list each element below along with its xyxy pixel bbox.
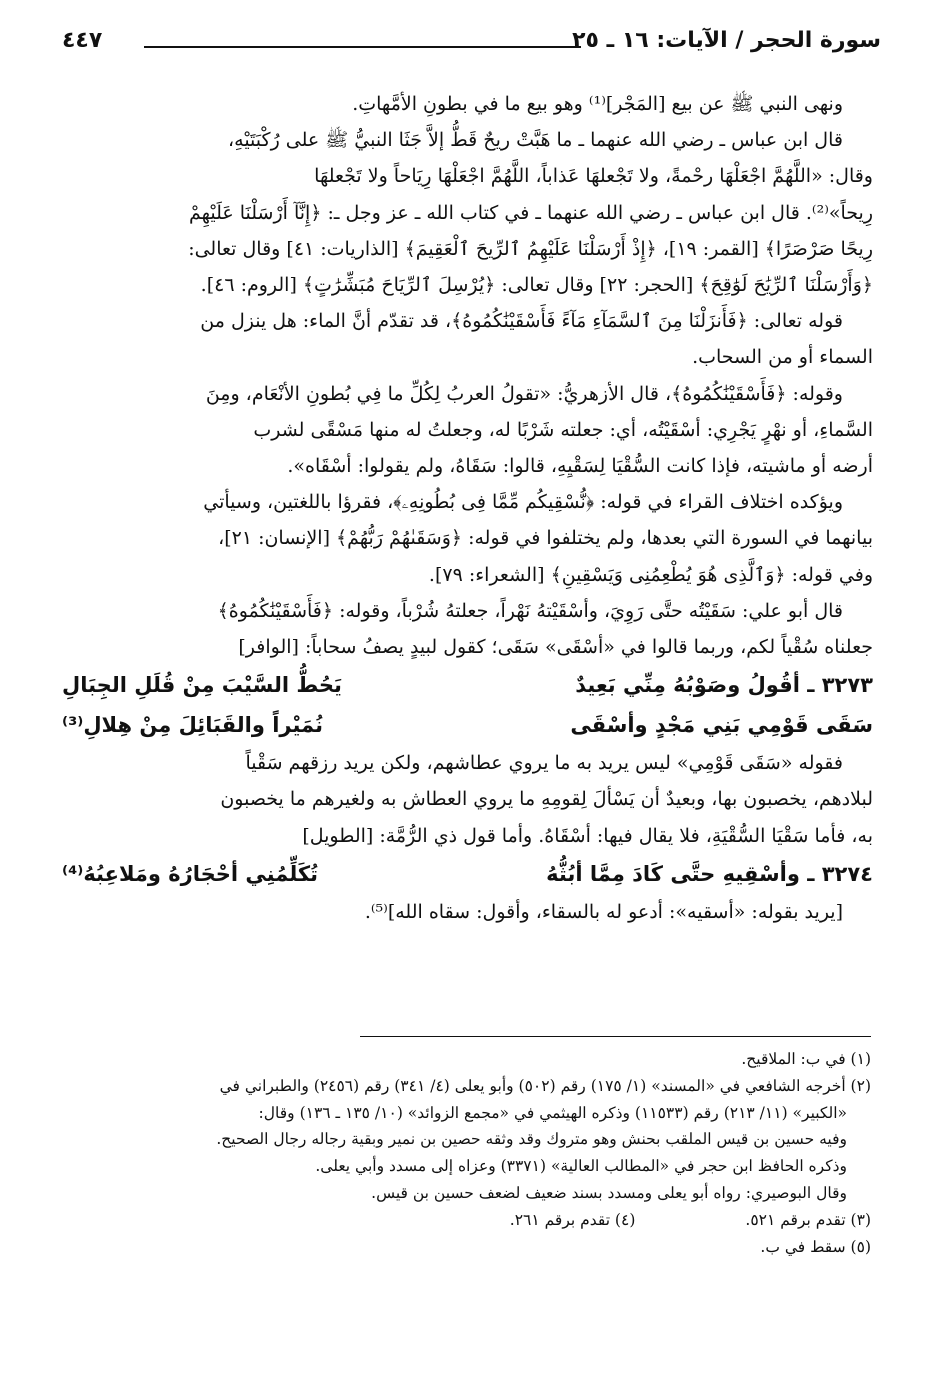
verse-hemistich-second: يَحُطُّ السَّيْبَ مِنْ قُلَلِ الجِبَالِ — [62, 673, 342, 698]
poetry-verse-3273-line1 — [62, 665, 873, 705]
paragraph: قال أبو علي: سَقَيْتُه حتَّى رَوِيَ، وأسْقَيْتهُ نَهْراً، جعلتهُ شُرْباً، وقوله: ﴿فَأَسْقَيْنَٰكُمُوهُ﴾ — [217, 599, 843, 622]
footnote-divider — [360, 1036, 871, 1037]
paragraph-line: رِيحًا صَرْصَرًا﴾ [القمر: ١٩]، ﴿إِذْ أَرْسَلْنَا عَلَيْهِمُ ٱلرِّيحَ ٱلْعَقِيمَ﴾ [الذاريات: ٤١] وقال تعالى: — [188, 237, 873, 260]
footnotes — [62, 1046, 871, 1260]
paragraph-line: رِيحاً»⁽²⁾. قال ابن عباس ـ رضي الله عنهما ـ في كتاب الله ـ عز وجل ـ: ﴿إِنَّآ أَرْسَلْنَا عَلَيْهِمْ — [188, 201, 873, 224]
surah-title: سورة الحجر / الآيات: ١٦ ـ ٢٥ — [572, 28, 881, 53]
footnote-2: (٢) أخرجه الشافعي في «المسند» (١/ ١٧٥) رقم (٥٠٢) وأبو يعلى (٤/ ٣٤١) رقم (٢٤٥٦) والطبراني في — [219, 1076, 871, 1095]
footnote-2-line: وقال البوصيري: رواه أبو يعلى ومسدد بسند ضعيف لضعف حسين بن قيس. — [371, 1183, 847, 1202]
page-header — [62, 22, 881, 62]
poetry-verse-3273-line2 — [62, 705, 873, 745]
poetry-verse-3274 — [62, 854, 873, 894]
paragraph-line: وقال: «اللَّهُمَّ اجْعَلْهَا رحْمةً، ولا تَجْعلهَا عَذاباً، اللَّهُمَّ اجْعَلْهَا رِيَاحاً ولا تَجْعلهَا — [314, 165, 873, 188]
paragraph-line: بيانهما في السورة التي بعدها، ولم يختلفوا في قوله: ﴿وَسَقَىٰهُمْ رَبُّهُمْ﴾ [الإنسان: ٢١]، — [218, 527, 873, 550]
verse-hemistich-second: نُمَيْراً والقَبَائِلَ مِنْ هِلالِ⁽³⁾ — [62, 713, 324, 738]
paragraph-line: جعلناه سُقْياً لكم، وربما قالوا في «أسْقَى» سَقَى؛ كقول لبيدٍ يصفُ سحاباً: [الوافر] — [238, 636, 873, 659]
paragraph-line: السَّماءِ، أو نهْرٍ يَجْرِي: أسْقَيْتُه، أي: جعلته شَرْبًا له، وجعلتُ له منها مَسْقًى لشرب — [253, 418, 873, 441]
page-number: ٤٤٧ — [62, 28, 103, 53]
paragraph: قوله تعالى: ﴿فَأَنزَلْنَا مِنَ ٱلسَّمَآءِ مَآءً فَأَسْقَيْنَٰكُمُوهُ﴾، قد تقدّم أنَّ الماء: هل ينزل من — [200, 310, 843, 333]
footnote-2-line: وفيه حسين بن قيس الملقب بحنش وهو متروك وقد وثقه حصين بن نمير وبقية رجاله رجال الصحيح. — [216, 1130, 847, 1149]
paragraph-line: وفي قوله: ﴿وَٱلَّذِى هُوَ يُطْعِمُنِى وَيَسْقِينِ﴾ [الشعراء: ٧٩]. — [428, 563, 873, 586]
paragraph: [يريد بقوله: «أسقيه»: أدعو له بالسقاء، وأقول: سقاه الله]⁽⁵⁾. — [364, 900, 843, 923]
footnote-2-line: وذكره الحافظ ابن حجر في «المطالب العالية» (٣٣٧١) وعزاه إلى مسدد وأبي يعلى. — [315, 1157, 847, 1176]
verse-hemistich-first: ٣٢٧٣ ـ أقُولُ وصَوْبُهُ مِنِّي بَعِيدٌ — [575, 673, 873, 698]
footnote-row — [62, 1207, 871, 1234]
paragraph: فقوله «سَقَى قَوْمِي» ليس يريد به ما يروي عطاشهم، ولكن يريد رزقهم سَقْياً — [245, 752, 843, 775]
paragraph: وقوله: ﴿فَأَسْقَيْنَٰكُمُوهُ﴾، قال الأزهريُّ: «تقولُ العربُ لِكُلِّ ما فِي بُطونِ الأنْعَام، ومِنَ — [205, 382, 843, 405]
footnote-4: (٤) تقدم برقم ٢٦١. — [509, 1210, 636, 1229]
footnote-5: (٥) سقط في ب. — [760, 1237, 871, 1256]
paragraph: قال ابن عباس ـ رضي الله عنهما ـ ما هَبَّتْ ريحٌ قَطُّ إلاَّ جَثَا النبيُّ ﷺ على رُكْبَتَيْهِ، — [228, 129, 843, 152]
header-rule — [144, 46, 581, 48]
paragraph: ونهى النبي ﷺ عن بيع [المَجْر]⁽¹⁾ وهو بيع ما في بطونِ الأمَّهاتِ. — [352, 93, 843, 115]
main-text — [62, 86, 873, 930]
footnote-2-line: «الكبير» (١١/ ٢١٣) رقم (١١٥٣٣) وذكره الهيثمي في «مجمع الزوائد» (١٠/ ١٣٥ ـ ١٣٦) وقال: — [258, 1103, 847, 1122]
footnote-1: (١) في ب: الملاقيح. — [741, 1050, 871, 1068]
paragraph-line: لبلادهم، يخصبون بها، وبعيدٌ أن يَسْألَ لِقومِهِ ما يروي العطاش به ولغيرهم ما يخصبون — [220, 788, 873, 811]
verse-hemistich-second: تُكَلِّمُنِي أحْجَارُهُ ومَلاعِبُهُ⁽⁴⁾ — [62, 861, 318, 886]
paragraph-line: به، فأما سَقْيَا السُّقْيَةِ، فلا يقال فيها: أسْقَاهُ. وأما قول ذي الرُّمَّة: [الطويل] — [302, 824, 873, 847]
verse-hemistich-first: ٣٢٧٤ ـ وأسْقِيهِ حتَّى كَادَ مِمَّا أبُثُّهُ — [546, 861, 873, 886]
verse-hemistich-first: سَقَى قَوْمِي بَنِي مَجْدٍ وأسْقَى — [570, 713, 873, 738]
paragraph: ويؤكده اختلاف القراء في قوله: ﴿نُّسْقِيكُم مِّمَّا فِى بُطُونِهِۦ﴾، فقرؤا باللغتين، وسيأتي — [203, 491, 843, 514]
paragraph-line: ﴿وَأَرْسَلْنَا ٱلرِّيَٰحَ لَوَٰقِحَ﴾ [الحجر: ٢٢] وقال تعالى: ﴿يُرْسِلَ ٱلرِّيَاحَ مُبَشِّرَٰتٍ﴾ [الروم: ٤٦]. — [200, 274, 873, 297]
footnote-3: (٣) تقدم برقم ٥٢١. — [745, 1210, 871, 1229]
paragraph-line: أرضه أو ماشيته، فإذا كانت السُّقْيَا لِسَقْيِهِ، قالوا: سَقَاهُ، ولم يقولوا: أسْقَاه». — [287, 455, 873, 478]
paragraph-line: السماء أو من السحاب. — [692, 346, 873, 369]
